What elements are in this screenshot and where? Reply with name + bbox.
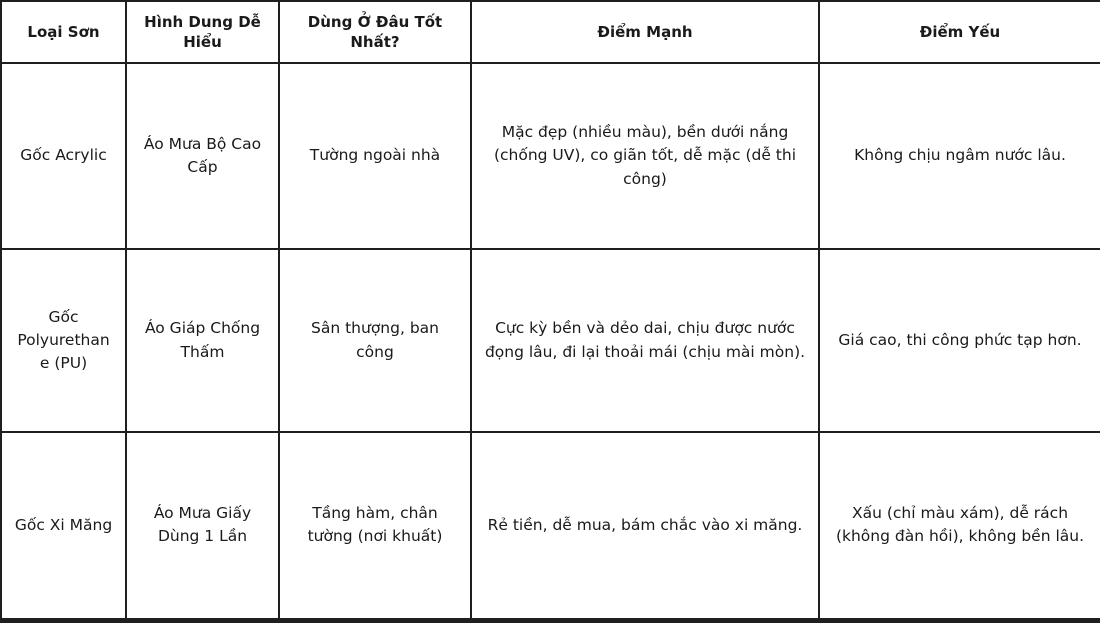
cell-best-use: Tường ngoài nhà [279,63,471,249]
header-strengths: Điểm Mạnh [471,1,819,63]
table-row [1,432,1100,620]
header-best-use: Dùng Ở Đâu Tốt Nhất? [279,1,471,63]
cell-weaknesses: Giá cao, thi công phức tạp hơn. [819,249,1100,432]
cell-strengths: Cực kỳ bền và dẻo dai, chịu được nước đọng lâu, đi lại thoải mái (chịu mài mòn). [471,249,819,432]
cell-analogy: Áo Mưa Giấy Dùng 1 Lần [126,432,279,620]
table-row [1,249,1100,432]
cell-best-use: Sân thượng, ban công [279,249,471,432]
table-row [1,63,1100,249]
header-weaknesses: Điểm Yếu [819,1,1100,63]
header-paint-type: Loại Sơn [1,1,126,63]
cell-weaknesses: Không chịu ngâm nước lâu. [819,63,1100,249]
table-header-row [1,1,1100,63]
cell-paint-type: Gốc Polyurethane (PU) [1,249,126,432]
cell-strengths: Rẻ tiền, dễ mua, bám chắc vào xi măng. [471,432,819,620]
cell-paint-type: Gốc Xi Măng [1,432,126,620]
header-analogy: Hình Dung Dễ Hiểu [126,1,279,63]
cell-analogy: Áo Mưa Bộ Cao Cấp [126,63,279,249]
cell-paint-type: Gốc Acrylic [1,63,126,249]
cell-best-use: Tầng hàm, chân tường (nơi khuất) [279,432,471,620]
cell-analogy: Áo Giáp Chống Thấm [126,249,279,432]
cell-weaknesses: Xấu (chỉ màu xám), dễ rách (không đàn hồi), không bền lâu. [819,432,1100,620]
cell-strengths: Mặc đẹp (nhiều màu), bền dưới nắng (chống UV), co giãn tốt, dễ mặc (dễ thi công) [471,63,819,249]
